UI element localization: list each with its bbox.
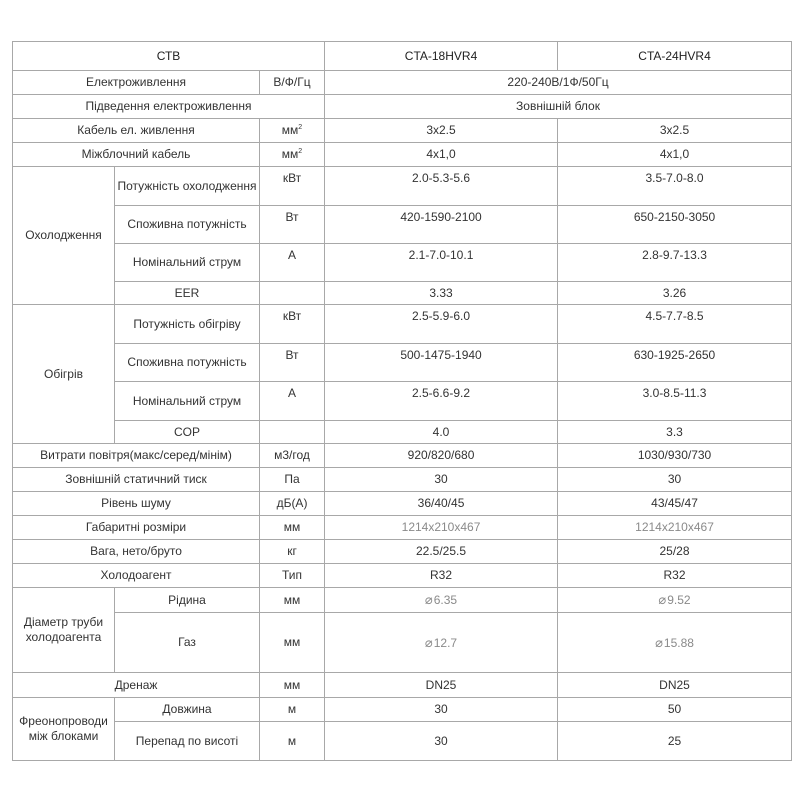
group-pipe-diameter: Діаметр труби холодоагента [13, 588, 115, 673]
group-freon-lines: Фреонопроводи між блоками [13, 698, 115, 761]
row-value-2: 4x1,0 [558, 143, 792, 167]
row-unit: мм [260, 673, 325, 698]
row-value-2 [558, 613, 792, 673]
row-unit: А [260, 244, 325, 282]
row-label: Холодоагент [13, 564, 260, 588]
row-unit: Тип [260, 564, 325, 588]
row-value-1: 3.33 [325, 282, 558, 305]
row-unit: мм [260, 613, 325, 673]
row-value-1: 30 [325, 698, 558, 722]
row-value-1: 2.0-5.3-5.6 [325, 167, 558, 206]
row-unit: м [260, 722, 325, 761]
group-heating: Обігрів [13, 305, 115, 444]
row-unit: Вт [260, 344, 325, 382]
row-drain [13, 673, 792, 698]
unit-superscript: 2 [298, 124, 303, 131]
row-value-2: 25/28 [558, 540, 792, 564]
row-label: Перепад по висоті [115, 722, 260, 761]
row-value: Зовнішній блок [325, 95, 792, 119]
value-text: 15.88 [663, 635, 694, 650]
unit-superscript: 2 [298, 148, 303, 155]
header-row [13, 42, 792, 71]
row-unit [260, 421, 325, 444]
row-value-1: 2.1-7.0-10.1 [325, 244, 558, 282]
row-value-1: 4x1,0 [325, 143, 558, 167]
row-heating-power-input [13, 344, 792, 382]
row-unit: дБ(А) [260, 492, 325, 516]
row-unit: кг [260, 540, 325, 564]
row-value-2: 30 [558, 468, 792, 492]
row-unit: кВт [260, 167, 325, 206]
diameter-icon: ⌀ [655, 634, 663, 650]
row-unit: мм [260, 516, 325, 540]
row-value-2: 3.5-7.0-8.0 [558, 167, 792, 206]
row-label: Потужність охолодження [115, 167, 260, 206]
row-unit: А [260, 382, 325, 421]
row-value-2 [558, 588, 792, 613]
row-unit: м [260, 698, 325, 722]
row-value-2: 630-1925-2650 [558, 344, 792, 382]
row-unit: Па [260, 468, 325, 492]
diameter-icon: ⌀ [424, 634, 433, 650]
row-unit [260, 282, 325, 305]
row-value-1: 920/820/680 [325, 444, 558, 468]
row-pipe-liquid [13, 588, 792, 613]
row-value-2: 3.26 [558, 282, 792, 305]
row-heating-current [13, 382, 792, 421]
row-label: Кабель ел. живлення [13, 119, 260, 143]
row-static-pressure [13, 468, 792, 492]
row-value-2: 3x2.5 [558, 119, 792, 143]
row-value-2: 3.0-8.5-11.3 [558, 382, 792, 421]
group-cooling: Охолодження [13, 167, 115, 305]
row-value-2: 4.5-7.7-8.5 [558, 305, 792, 344]
row-label: Зовнішній статичний тиск [13, 468, 260, 492]
row-unit [260, 119, 325, 143]
row-value-1: 3x2.5 [325, 119, 558, 143]
row-cooling-power-input [13, 206, 792, 244]
row-value-1: 2.5-6.6-9.2 [325, 382, 558, 421]
row-value-1 [325, 613, 558, 673]
row-value-2: 2.8-9.7-13.3 [558, 244, 792, 282]
unit-text: мм [281, 147, 299, 161]
row-label: Довжина [115, 698, 260, 722]
row-value-1: 2.5-5.9-6.0 [325, 305, 558, 344]
row-label: Електроживлення [13, 71, 260, 95]
row-unit: Вт [260, 206, 325, 244]
row-label: COP [115, 421, 260, 444]
row-value-2: 650-2150-3050 [558, 206, 792, 244]
row-value-2: 50 [558, 698, 792, 722]
row-value-1 [325, 588, 558, 613]
row-pipe-gas [13, 613, 792, 673]
row-unit: В/Ф/Гц [260, 71, 325, 95]
row-label: Номінальний струм [115, 244, 260, 282]
row-value-1: 500-1475-1940 [325, 344, 558, 382]
row-value-2: 25 [558, 722, 792, 761]
spec-table [12, 41, 792, 761]
row-freon-length [13, 698, 792, 722]
row-value-2: R32 [558, 564, 792, 588]
row-heating-capacity [13, 305, 792, 344]
row-interunit-cable [13, 143, 792, 167]
value-text: 12.7 [433, 635, 458, 650]
row-power-connection [13, 95, 792, 119]
row-value-2: 1214x210x467 [558, 516, 792, 540]
row-refrigerant [13, 564, 792, 588]
row-label: Дренаж [13, 673, 260, 698]
row-cooling-eer [13, 282, 792, 305]
row-label: EER [115, 282, 260, 305]
row-cooling-current [13, 244, 792, 282]
row-value-1: 22.5/25.5 [325, 540, 558, 564]
diameter-icon: ⌀ [658, 592, 667, 607]
header-model-2: CTA-24HVR4 [558, 42, 792, 71]
row-power-cable [13, 119, 792, 143]
diameter-icon: ⌀ [424, 592, 433, 607]
row-value-1: 36/40/45 [325, 492, 558, 516]
header-model-1: CTA-18HVR4 [325, 42, 558, 71]
row-noise [13, 492, 792, 516]
row-airflow [13, 444, 792, 468]
row-value-2: DN25 [558, 673, 792, 698]
row-label: Рідина [115, 588, 260, 613]
header-label: СТВ [13, 42, 325, 71]
row-label: Вага, нето/бруто [13, 540, 260, 564]
row-label: Споживна потужність [115, 206, 260, 244]
row-heating-cop [13, 421, 792, 444]
row-label: Підведення електроживлення [13, 95, 325, 119]
row-label: Рівень шуму [13, 492, 260, 516]
row-label: Споживна потужність [115, 344, 260, 382]
row-value-1: 1214x210x467 [325, 516, 558, 540]
row-value-1: R32 [325, 564, 558, 588]
row-value: 220-240В/1Ф/50Гц [325, 71, 792, 95]
row-label: Газ [115, 613, 260, 673]
row-unit: кВт [260, 305, 325, 344]
row-value-1: 30 [325, 468, 558, 492]
row-power-supply [13, 71, 792, 95]
unit-text: мм [281, 123, 299, 137]
row-label: Міжблочний кабель [13, 143, 260, 167]
value-text: 9.52 [667, 593, 691, 607]
row-label: Габаритні розміри [13, 516, 260, 540]
row-value-1: 30 [325, 722, 558, 761]
row-unit [260, 143, 325, 167]
row-value-2: 43/45/47 [558, 492, 792, 516]
row-weight [13, 540, 792, 564]
row-label: Витрати повітря(макс/серед/мінім) [13, 444, 260, 468]
row-value-2: 3.3 [558, 421, 792, 444]
row-dimensions [13, 516, 792, 540]
row-unit: м3/год [260, 444, 325, 468]
row-value-1: 420-1590-2100 [325, 206, 558, 244]
row-value-1: DN25 [325, 673, 558, 698]
row-freon-height-diff [13, 722, 792, 761]
row-cooling-capacity [13, 167, 792, 206]
row-label: Номінальний струм [115, 382, 260, 421]
row-unit: мм [260, 588, 325, 613]
row-value-2: 1030/930/730 [558, 444, 792, 468]
row-value-1: 4.0 [325, 421, 558, 444]
row-label: Потужність обігріву [115, 305, 260, 344]
value-text: 6.35 [433, 593, 458, 607]
